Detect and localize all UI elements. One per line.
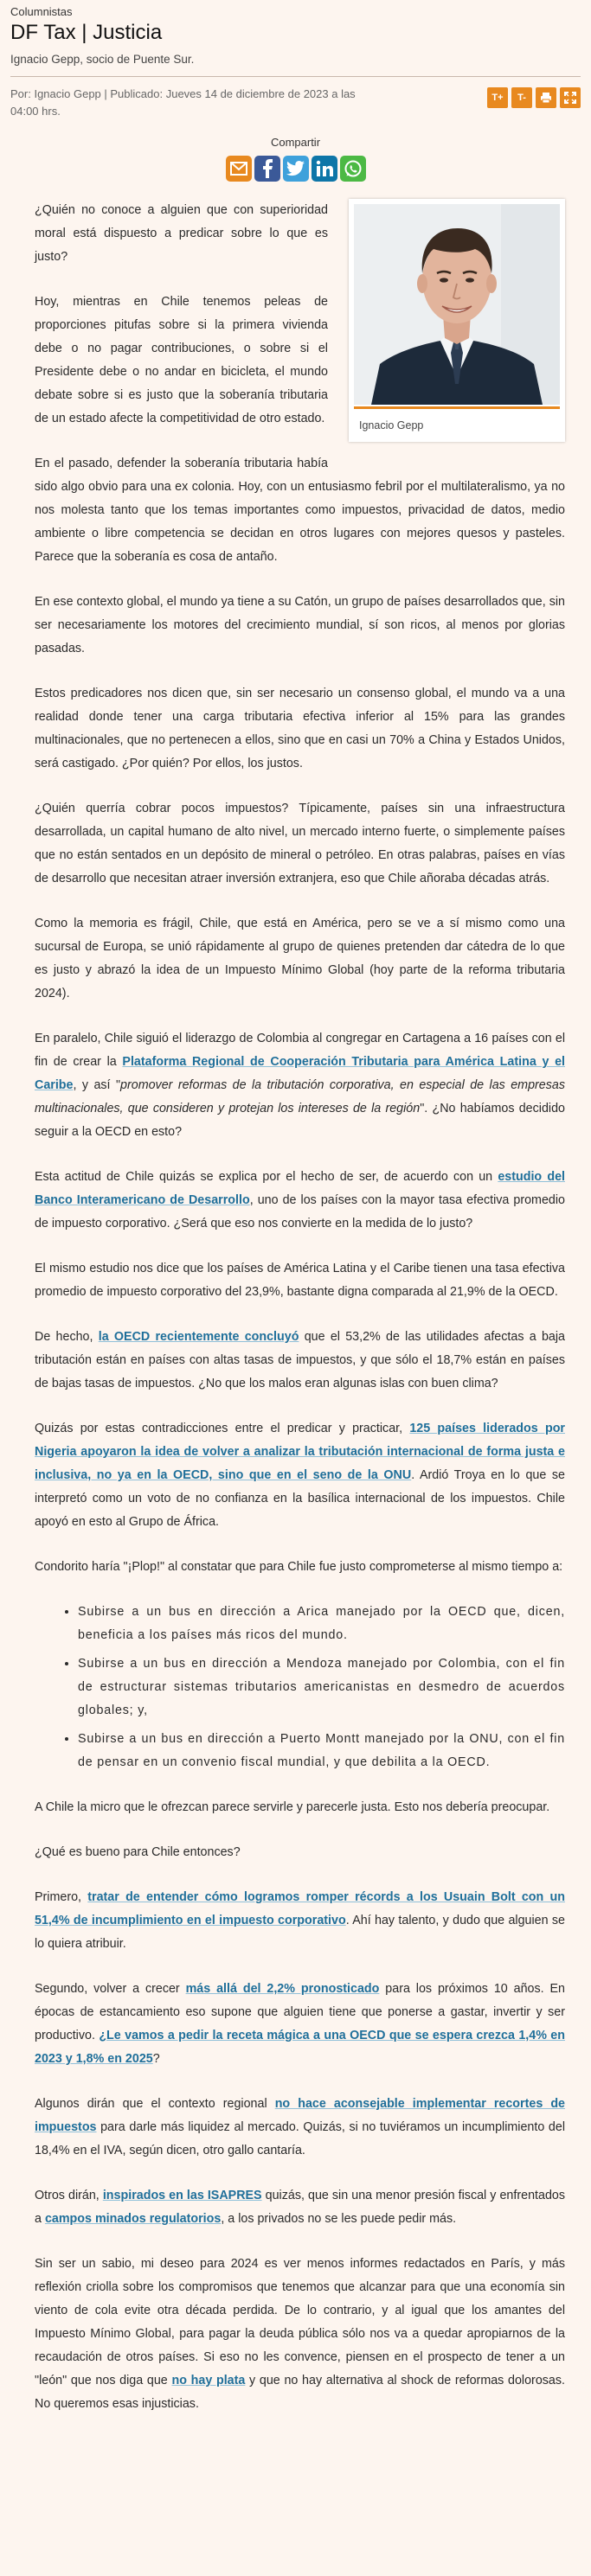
paragraph-6: ¿Quién querría cobrar pocos impuestos? Típicamente, países sin una infraestructura desarrollada, un capital humano de alto nivel, un mercado interno fuerte, o simplemente países que no están sentados en un depósito de mineral o petróleo. En otras palabras, países en vías de desarrollo que necesitan atraer inversión extranjera, eso que Chile añoraba décadas atrás. — [35, 802, 565, 885]
text-span: Sin ser un sabio, mi deseo para 2024 es ver menos informes redactados en París, y más reflexión criolla sobre los compromisos que tenemos que alcanzar para que una economía sin viento de cola evite otra década perdida. De lo contrario, y al igual que los amantes del Impuesto Mínimo Global, para pagar la deuda pública sólo nos va a quedar apropiarnos de la recaudación de otros países. Si eso no les convence, piensen en el prospecto de tener a un "león" que nos diga que — [35, 2257, 565, 2387]
link-estudio-bid[interactable]: estudio del Banco Interamericano de Desarrollo — [35, 1170, 565, 1207]
photo-caption: Ignacio Gepp — [359, 419, 424, 431]
paragraph-7: Como la memoria es frágil, Chile, que está en América, pero se ve a sí mismo como una sucursal de Europa, se unió rápidamente al grupo de quienes pretenden dar cátedra de lo que es justo y abrazó la idea de un Impuesto Mínimo Global (hoy parte de la reforma tributaria 2024). — [35, 917, 565, 1000]
twitter-icon[interactable] — [283, 156, 309, 182]
text-span: para darle más liquidez al mercado. Quizás, si no tuviéramos un incumplimiento del 18,4% en el IVA, según dicen, otro gallo cantaría. — [35, 2120, 565, 2157]
paragraph-3: En el pasado, defender la soberanía tributaria había sido algo obvio para una ex colonia. Hoy, con un entusiasmo febril por el multilateralismo, ya no nos molesta tanto que los temas importantes como impuestos, privacidad de datos, medio ambiente o libre competencia se decidan en otros lugares con mejores quesos y pasteles. Parece que la soberanía es cosa de antaño. — [35, 457, 565, 564]
text-span: que el 53,2% de las utilidades afectas a baja tributación están en países con altas tasas de impuestos, y que sólo el 18,7% están en países de bajas tasas de impuestos. ¿No que los malos eran algunas islas con buen clima? — [35, 1330, 565, 1390]
paragraph-12 — [35, 1417, 565, 1534]
list-item: • Subirse a un bus en dirección a Mendoza manejado por Colombia, con el fin de estructurar sistemas tributarios americanistas en desmedro de acuerdos globales; y, — [78, 1652, 565, 1723]
link-no-hay-plata[interactable]: no hay plata — [171, 2374, 246, 2387]
share-label: Compartir — [270, 136, 321, 149]
byline: Por: Ignacio Gepp | Publicado: Jueves 14 de diciembre de 2023 a las 04:00 hrs. — [10, 87, 356, 118]
paragraph-11 — [35, 1326, 565, 1396]
text-span: Algunos dirán que el contexto regional — [35, 2097, 275, 2111]
paragraph-2: Hoy, mientras en Chile tenemos peleas de proporciones pitufas sobre si la primera vivienda debe o no pagar contribuciones, o sobre si el Presidente debe o no andar en bicicleta, el mundo debate sobre si es justo que la soberanía tributaria de un estado afecte la competitividad de otro estado. — [35, 295, 328, 425]
paragraph-15: ¿Qué es bueno para Chile entonces? — [35, 1845, 241, 1859]
text-span: Segundo, volver a crecer — [35, 1982, 186, 1996]
paragraph-16 — [35, 1886, 565, 1956]
paragraph-8 — [35, 1027, 565, 1144]
article-body — [0, 199, 591, 2416]
link-receta-magica[interactable]: ¿Le vamos a pedir la receta mágica a una OECD que se espera crezca 1,4% en 2023 y 1,8% en 2025 — [35, 2029, 565, 2066]
print-button[interactable] — [536, 87, 556, 108]
text-span: ". ¿No habíamos decidido seguir a la OECD en esto? — [35, 1102, 565, 1139]
link-usuain-bolt[interactable]: tratar de entender cómo logramos romper récords a los Usuain Bolt con un 51,4% de incumplimiento en el impuesto corporativo — [35, 1890, 565, 1927]
expand-icon — [564, 92, 576, 104]
link-isapres[interactable]: inspirados en las ISAPRES — [102, 2189, 262, 2202]
text-span: . Ardió Troya en lo que se interpretó como un voto de no confianza en la basílica internacional de los impuestos. Chile apoyó en esto al Grupo de África. — [35, 1468, 565, 1529]
link-2-2-pronosticado[interactable]: más allá del 2,2% pronosticado — [185, 1982, 380, 1996]
caption-rule — [354, 406, 560, 409]
whatsapp-icon[interactable] — [340, 156, 366, 182]
quote-span: promover reformas de la tributación corporativa, en especial de las empresas multinacionales, que consideren y protejan los intereses de la región — [35, 1078, 565, 1115]
paragraph-20 — [35, 2253, 565, 2416]
facebook-icon[interactable] — [254, 156, 280, 182]
paragraph-18 — [35, 2093, 565, 2163]
text-span: Otros dirán, — [35, 2189, 103, 2202]
text-span: Primero, — [35, 1890, 88, 1904]
article-header — [0, 0, 591, 77]
list-item: • Subirse a un bus en dirección a Arica manejado por la OECD que, dicen, beneficia a los países más ricos del mundo. — [78, 1601, 565, 1647]
paragraph-9 — [35, 1166, 565, 1236]
font-increase-button[interactable]: T+ — [487, 87, 508, 108]
text-span: , uno de los países con la mayor tasa efectiva promedio de impuesto corporativo. ¿Será que eso nos convierte en la medida de lo justo? — [35, 1193, 565, 1230]
font-decrease-button[interactable]: T- — [511, 87, 532, 108]
bullet-list — [35, 1601, 565, 1774]
fullscreen-button[interactable] — [560, 87, 581, 108]
print-icon — [540, 92, 552, 104]
text-span: y que no hay alternativa al shock de reformas dolorosas. No queremos esas injusticias. — [35, 2374, 565, 2411]
paragraph-19 — [35, 2184, 565, 2231]
text-span: para los próximos 10 años. En épocas de estancamiento eso supone que alguien tiene que ponerse a gastar, invertir y ser productivo. — [35, 1982, 565, 2042]
paragraph-4: En ese contexto global, el mundo ya tiene a su Catón, un grupo de países desarrollados que, sin ser necesariamente los motores del crecimiento mundial, sí son ricos, al menos por glorias pasadas. — [35, 595, 565, 655]
text-span: Esta actitud de Chile quizás se explica por el hecho de ser, de acuerdo con un — [35, 1170, 498, 1184]
text-span: , a los privados no se les puede pedir más. — [221, 2212, 457, 2226]
author-portrait — [354, 204, 560, 405]
text-span: De hecho, — [35, 1330, 99, 1344]
link-plataforma-regional[interactable]: Plataforma Regional de Cooperación Tributaria para América Latina y el Caribe — [35, 1055, 566, 1092]
section-label[interactable]: Columnistas — [10, 5, 73, 18]
email-icon[interactable] — [226, 156, 252, 182]
paragraph-17 — [35, 1978, 565, 2071]
list-item: • Subirse a un bus en dirección a Puerto Montt manejado por la ONU, con el fin de pensar en un convenio fiscal mundial, y que debilita a la OECD. — [78, 1728, 565, 1774]
page-title: DF Tax | Justicia — [10, 21, 163, 44]
share-block — [0, 136, 591, 182]
text-span: , y así " — [73, 1078, 121, 1092]
paragraph-1: ¿Quién no conoce a alguien que con superioridad moral está dispuesto a predicar sobre lo que es justo? — [35, 203, 328, 264]
link-oecd-concluyo[interactable]: la OECD recientemente concluyó — [98, 1330, 299, 1344]
text-span: . Ahí hay talento, y dudo que alguien se lo quiera atribuir. — [35, 1914, 566, 1951]
paragraph-10: El mismo estudio nos dice que los países de América Latina y el Caribe tienen una tasa efectiva promedio de impuesto corporativo del 23,9%, bastante digna comparada al 21,9% de la OECD. — [35, 1262, 565, 1299]
linkedin-icon[interactable] — [312, 156, 337, 182]
link-125-paises[interactable]: 125 países liderados por Nigeria apoyaron la idea de volver a analizar la tributación internacional de forma justa e inclusiva, no ya en la OECD, sino que en el seno de la ONU — [35, 1422, 565, 1482]
text-span: quizás, que sin una menor presión fiscal y enfrentados a — [35, 2189, 565, 2226]
text-span: Quizás por estas contradicciones entre el predicar y practicar, — [35, 1422, 410, 1435]
share-icons — [0, 156, 591, 182]
article-tools — [487, 87, 581, 120]
text-span: ? — [152, 2052, 160, 2066]
text-span: En paralelo, Chile siguió el liderazgo de Colombia al congregar en Cartagena a 16 países con el fin de crear la — [35, 1032, 565, 1069]
paragraph-5: Estos predicadores nos dicen que, sin ser necesario un consenso global, el mundo va a una realidad donde tener una carga tributaria efectiva inferior al 15% para las grandes multinacionales, que no pertenecen a ellos, sino que en casi un 70% a China y Estados Unidos, será castigado. ¿Por quién? Por ellos, los justos. — [35, 687, 565, 770]
article-lead: Ignacio Gepp, socio de Puente Sur. — [10, 53, 195, 66]
link-recortes-impuestos[interactable]: no hace aconsejable implementar recortes de impuestos — [35, 2097, 566, 2134]
paragraph-13: Condorito haría "¡Plop!" al constatar que para Chile fue justo comprometerse al mismo tiempo a: — [35, 1560, 563, 1574]
paragraph-14: A Chile la micro que le ofrezcan parece servirle y parecerle justa. Esto nos debería preocupar. — [35, 1800, 550, 1814]
author-figure — [349, 199, 565, 442]
article-meta — [0, 77, 591, 120]
link-campos-minados[interactable]: campos minados regulatorios — [44, 2212, 222, 2226]
author-photo — [354, 204, 560, 405]
